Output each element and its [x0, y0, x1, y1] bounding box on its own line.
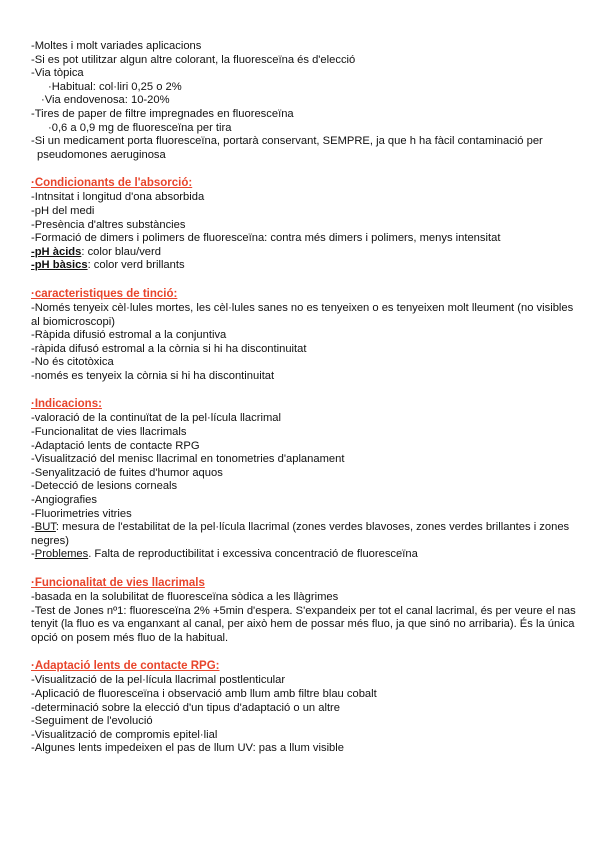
list-item: -Ràpida difusió estromal a la conjuntiva	[31, 329, 227, 342]
list-item: -Aplicació de fluoresceïna i observació amb llum amb filtre blau cobalt	[31, 687, 377, 700]
list-item	[31, 521, 576, 548]
funcionalitat-section	[31, 576, 576, 645]
tincio-section	[31, 287, 576, 384]
intro-section	[31, 40, 576, 162]
list-item: -Fluorimetries vitries	[31, 507, 132, 520]
list-item: -Només tenyeix cèl·lules mortes, les cèl·lules sanes no es tenyeixen o es tenyeixen molt lleument (no visibles al biomicroscopi)	[31, 301, 574, 328]
but-text: : mesura de l'estabilitat de la pel·lícula llacrimal (zones verdes blavoses, zones verdes brillantes i zones negres)	[31, 521, 570, 547]
problemes-label: Problemes	[34, 548, 89, 561]
list-item	[31, 259, 576, 273]
list-item	[31, 246, 576, 260]
intro-line: -Moltes i molt variades aplicacions	[31, 40, 202, 52]
intro-line: ·Habitual: col·liri 0,25 o 2%	[48, 80, 182, 93]
list-item: -Visualització de la pel·lícula llacrimal postlenticular	[31, 674, 286, 687]
but-label: BUT	[34, 521, 56, 534]
ph-basic-text: : color verd brillants	[87, 259, 185, 272]
intro-line: ·Via endovenosa: 10-20%	[41, 94, 170, 107]
list-item: -Seguiment de l'evolució	[31, 715, 153, 728]
intro-line: -Tires de paper de filtre impregnades en fluoresceïna	[31, 107, 294, 120]
problemes-text: . Falta de reproductibilitat i excessiva concentració de fluoresceïna	[88, 548, 418, 561]
section-heading: ·Condicionants de l'absorció:	[31, 177, 193, 190]
list-item: -Angiografies	[31, 494, 97, 507]
document-page	[31, 40, 576, 756]
list-item: -pH del medi	[31, 204, 95, 217]
list-item: -Test de Jones nº1: fluoresceïna 2% +5min d'espera. S'expandeix per tot el canal lacrimal, és per veure el nas tenyit (la fluo es va enganxant al canal, per això hem de possar més fluo, ja que sinó no arribaria). És la única opció on posem més fluo de la habitual.	[31, 604, 576, 644]
intro-line: -Via tòpica	[31, 67, 84, 80]
list-item: -Detecció de lesions corneals	[31, 480, 178, 493]
ph-acid-text: : color blau/verd	[81, 245, 161, 258]
section-heading: ·Funcionalitat de vies llacrimals	[31, 577, 205, 589]
list-item: -Senyalització de fuites d'humor aquos	[31, 466, 223, 479]
absorcio-section	[31, 176, 576, 273]
list-item: -basada en la solubilitat de fluoresceïna sòdica a les llàgrimes	[31, 591, 339, 603]
list-item: -Intnsitat i longitud d'ona absorbida	[31, 191, 205, 204]
section-heading: ·Adaptació lents de contacte RPG:	[31, 660, 220, 673]
list-item: -només es tenyeix la còrnia si hi ha discontinuitat	[31, 369, 275, 382]
ph-acid-label: -pH àcids	[31, 245, 82, 258]
section-heading: ·caracteristiques de tinció:	[31, 287, 178, 300]
intro-line: -Si un medicament porta fluoresceïna, portarà conservant, SEMPRE, ja que h ha fàcil contaminació per	[31, 135, 543, 148]
list-item: -determinació sobre la elecció d'un tipus d'adaptació o un altre	[31, 701, 341, 714]
intro-line: -Si es pot utilitzar algun altre colorant, la fluoresceïna és d'elecció	[31, 53, 356, 66]
list-item	[31, 548, 576, 562]
list-item: -Algunes lents impedeixen el pas de llum UV: pas a llum visible	[31, 742, 344, 755]
intro-line: pseudomones aeruginosa	[37, 148, 166, 161]
intro-line: ·0,6 a 0,9 mg de fluoresceïna per tira	[48, 121, 232, 134]
list-item: -Presència d'altres substàncies	[31, 218, 186, 231]
indicacions-section	[31, 397, 576, 562]
rpg-section	[31, 659, 576, 756]
list-item: -No és citotòxica	[31, 356, 114, 369]
ph-basic-label: -pH bàsics	[31, 259, 88, 272]
list-item: -Funcionalitat de vies llacrimals	[31, 426, 187, 439]
section-heading: ·Indicacions:	[31, 398, 102, 411]
list-item: -ràpida difusó estromal a la còrnia si hi ha discontinuitat	[31, 342, 307, 355]
list-item: -valoració de la continuïtat de la pel·lícula llacrimal	[31, 412, 281, 425]
list-item: -Visualització de compromis epitel·lial	[31, 728, 218, 741]
list-item: -Visualització del menisc llacrimal en tonometries d'aplanament	[31, 453, 345, 466]
problemes-prefix: -	[31, 548, 35, 561]
list-item: -Formació de dimers i polimers de fluoresceïna: contra més dimers i polimers, menys intensitat	[31, 232, 501, 245]
but-prefix: -	[31, 521, 35, 534]
list-item: -Adaptació lents de contacte RPG	[31, 439, 200, 452]
